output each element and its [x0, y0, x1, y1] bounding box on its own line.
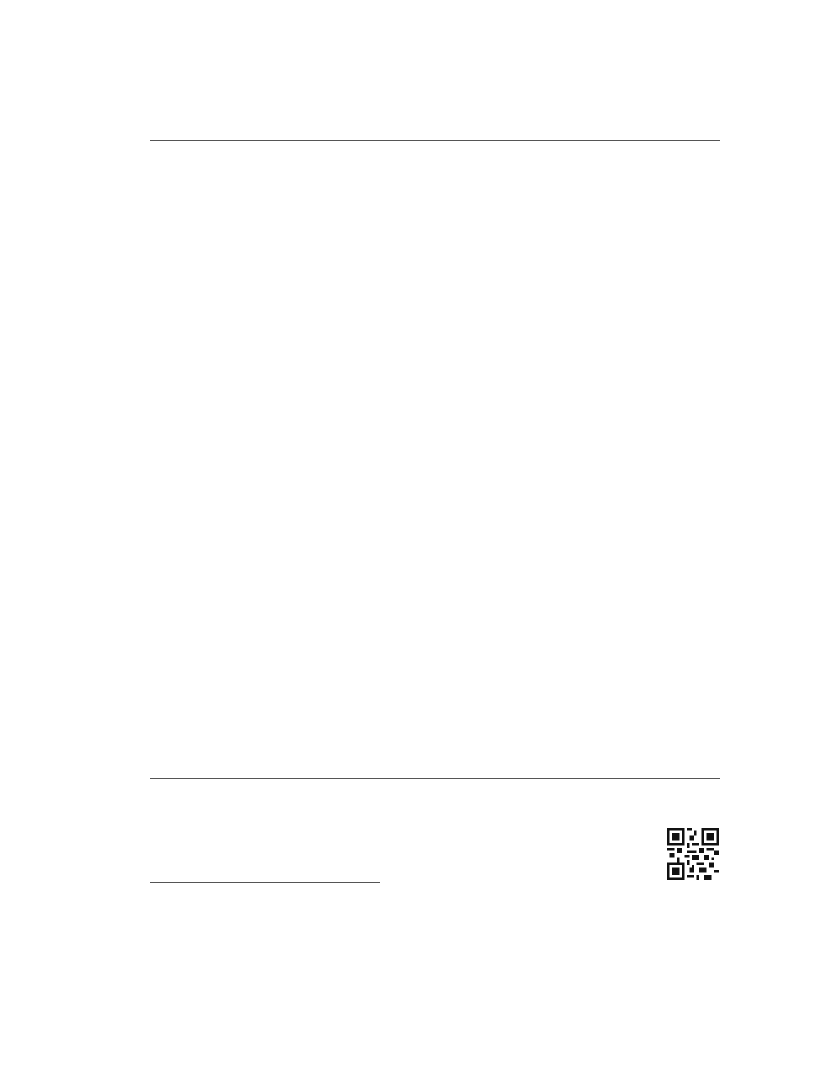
header-rule: [150, 140, 720, 141]
qr-code-icon: [667, 828, 719, 880]
abstract-rule: [150, 778, 720, 779]
footnote-rule: [150, 882, 380, 883]
